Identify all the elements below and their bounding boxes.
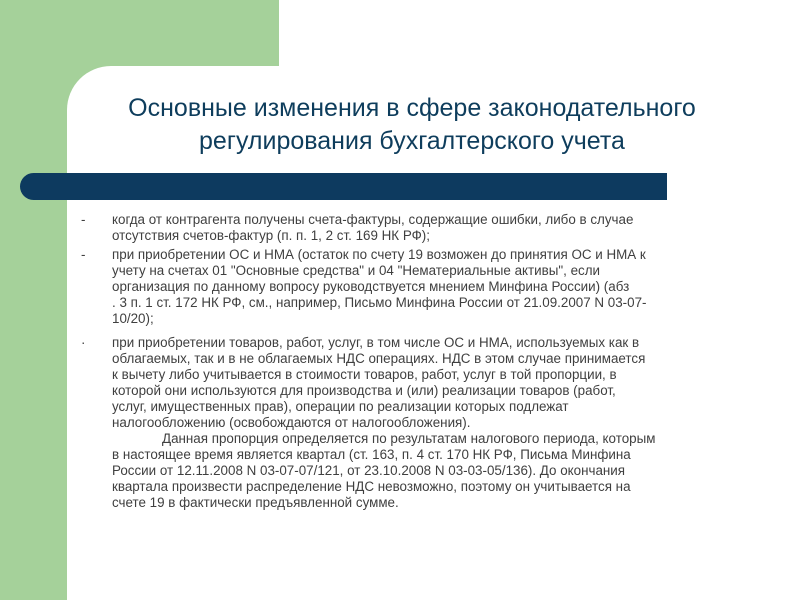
paragraph-first-line: при приобретении ОС и НМА (остаток по счету 19 возможен до принятия ОС и НМА к (112, 247, 646, 262)
bullet-dash: - (81, 212, 86, 227)
slide-title (84, 92, 740, 158)
paragraph-line: России от 12.11.2008 N 03-07-07/121, от 23.10.2008 N 03-03-05/136). До окончания (112, 463, 626, 478)
paragraph-line: услуг, имущественных прав), операции по реализации которых подлежат (112, 399, 569, 414)
paragraph-line: счете 19 в фактически предъявленной сумме. (112, 495, 399, 510)
paragraph-line: учету на счетах 01 "Основные средства" и 04 "Нематериальные активы", если (112, 263, 601, 278)
paragraph-line-text: Данная пропорция определяется по результатам налогового периода, которым (162, 431, 656, 446)
slide-body (78, 212, 743, 511)
paragraph-invoices (78, 212, 743, 244)
paragraph-line: квартала произвести распределение НДС невозможно, поэтому он учитывается на (112, 479, 631, 494)
paragraph-line: 10/20); (112, 311, 154, 326)
title-underline-bar (20, 173, 667, 200)
bullet-dash: - (81, 247, 86, 262)
paragraph-line: отсутствия счетов-фактур (п. п. 1, 2 ст. 169 НК РФ); (112, 228, 430, 243)
paragraph-line: к вычету либо учитывается в стоимости товаров, работ, услуг в той пропорции, в (112, 367, 617, 382)
paragraph-line: . 3 п. 1 ст. 172 НК РФ, см., например, Письмо Минфина России от 21.09.2007 N 03-07- (112, 295, 647, 310)
paragraph-vat-proportion (78, 335, 743, 511)
paragraph-fixed-assets (78, 247, 743, 327)
paragraph-line: налогообложению (освобождаются от налогообложения). (112, 415, 471, 430)
paragraph-line: организация по данному вопросу руководствуется мнением Минфина России) (абз (112, 279, 630, 294)
title-line-1: Основные изменения в сфере законодательного (128, 94, 696, 122)
paragraph-line-indented (112, 431, 743, 447)
title-line-2: регулирования бухгалтерского учета (199, 127, 625, 155)
paragraph-line: в настоящее время является квартал (ст. 163, п. 4 ст. 170 НК РФ, Письма Минфина (112, 447, 631, 462)
bullet-dot: · (81, 335, 86, 350)
paragraph-line: которой они используются для производства и (или) реализации товаров (работ, (112, 383, 616, 398)
paragraph-line: облагаемых, так и в не облагаемых НДС операциях. НДС в этом случае принимается (112, 351, 646, 366)
paragraph-line: при приобретении товаров, работ, услуг, в том числе ОС и НМА, используемых как в (112, 335, 640, 350)
paragraph-first-line: когда от контрагента получены счета-фактуры, содержащие ошибки, либо в случае (112, 212, 634, 227)
